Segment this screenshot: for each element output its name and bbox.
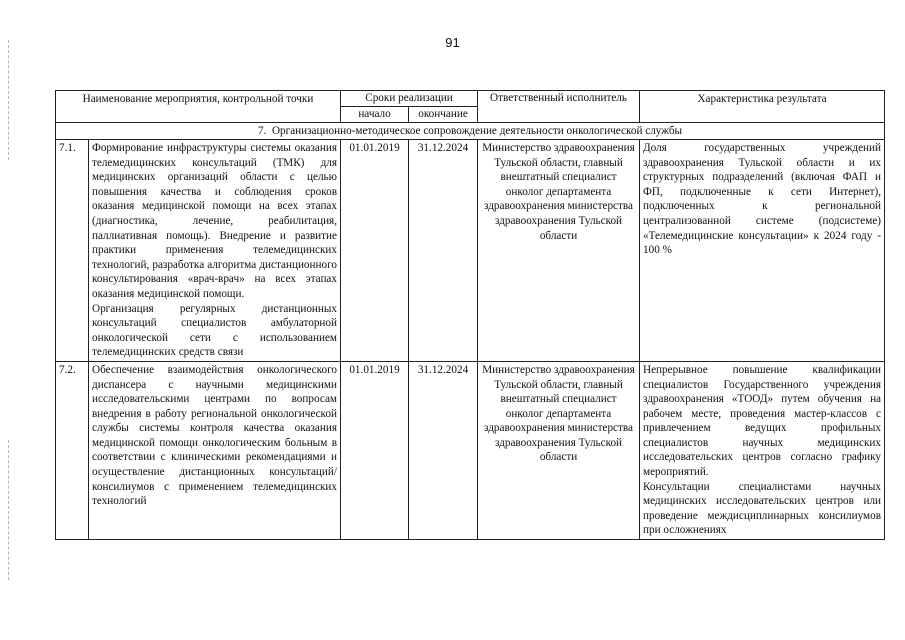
activity-description-paragraph: Формирование инфраструктуры системы оказания телемедицинских консультаций (ТМК) для медицинских организаций области с целью повышения качества и соблюдения сроков оказания медицинской помощи на всех этапах (диагностика, лечение, реабилитация, паллиативная помощь). Внедрение и развитие практики применения телемедицинских технологий, разработка алгоритма дистанционного консультирования «врач-врач» на всех этапах оказания медицинской помощи. xyxy=(92,142,337,300)
activity-description-paragraph: Обеспечение взаимодействия онкологического диспансера с научными медицинскими исследовательскими центрами по вопросам внедрения в работу региональной онкологической службы системы контроля качества оказания медицинской помощи онкологическим больным в соответствии с клиническими рекомендациями и осуществление дистанционных консультаций/консилиумов с применением телемедицинских технологий xyxy=(92,363,337,508)
column-header-start: начало xyxy=(341,107,409,123)
end-date: 31.12.2024 xyxy=(409,361,478,539)
row-number: 7.1. xyxy=(56,140,89,362)
result-description xyxy=(640,361,885,539)
table-row xyxy=(56,361,885,539)
section-title: Организационно-методическое сопровождение деятельности онкологической службы xyxy=(271,125,683,137)
end-date: 31.12.2024 xyxy=(409,140,478,362)
responsible-executor: Министерство здравоохранения Тульской области, главный внештатный специалист онколог департамента здравоохранения министерства здравоохранения Тульской области xyxy=(478,361,640,539)
start-date: 01.01.2019 xyxy=(341,361,409,539)
header-row xyxy=(56,91,885,107)
column-header-end: окончание xyxy=(409,107,478,123)
binding-margin-marks xyxy=(8,40,10,160)
result-description xyxy=(640,140,885,362)
activity-description-paragraph: Организация регулярных дистанционных консультаций специалистов амбулаторной онкологической сети с использованием телемедицинских средств связи xyxy=(92,302,337,359)
section-heading xyxy=(56,123,885,140)
result-paragraph: Доля государственных учреждений здравоохранения Тульской области и их структурных подразделений (включая ФАП и ФП, подключенные к сети Интернет), подключенных к региональной централизованной системе (подсистеме) «Телемедицинские консультации» к 2024 году - 100 % xyxy=(643,142,882,257)
responsible-executor: Министерство здравоохранения Тульской области, главный внештатный специалист онколог департамента здравоохранения министерства здравоохранения Тульской области xyxy=(478,140,640,362)
column-header-name: Наименование мероприятия, контрольной точки xyxy=(56,91,341,123)
binding-margin-marks-lower xyxy=(8,440,10,580)
section-number: 7. xyxy=(257,125,267,137)
activity-description xyxy=(89,361,341,539)
column-header-result: Характеристика результата xyxy=(640,91,885,123)
page-number: 91 xyxy=(445,35,460,50)
table-row xyxy=(56,140,885,362)
result-paragraph: Консультации специалистами научных медицинских исследовательских центров или проведение междисциплинарных консилиумов при осложнениях xyxy=(643,480,882,537)
activities-table xyxy=(55,90,885,540)
column-header-terms: Сроки реализации xyxy=(341,91,478,107)
result-paragraph: Непрерывное повышение квалификации специалистов Государственного учреждения здравоохранения «ТООД» путем обучения на рабочем месте, проведения мастер-классов с привлечением ведущих профильных специалистов научных медицинских исследовательских центров согласно графику мероприятий. xyxy=(643,363,882,479)
row-number: 7.2. xyxy=(56,361,89,539)
column-header-executor: Ответственный исполнитель xyxy=(478,91,640,123)
activity-description xyxy=(89,140,341,362)
section-row xyxy=(56,123,885,140)
start-date: 01.01.2019 xyxy=(341,140,409,362)
